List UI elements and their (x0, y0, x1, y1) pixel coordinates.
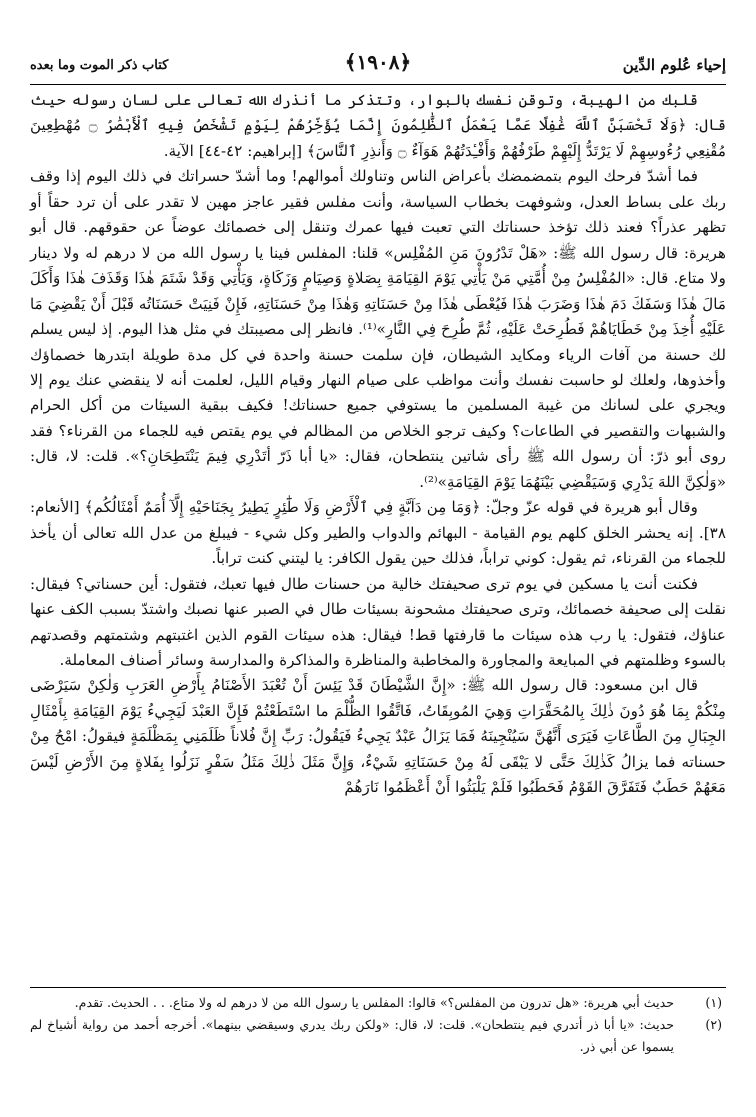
page-number: ﴿١٩٠٨﴾ (344, 50, 412, 74)
book-title: إحياء عُلوم الدِّين (622, 56, 726, 74)
page-header (30, 46, 726, 84)
footnote (30, 992, 726, 1014)
paragraph: قال ابن مسعود: قال رسول الله ﷺ: «إِنَّ الشَّيْطَانَ قَدْ يَئِسَ أَنْ تُعْبَدَ الأَصْنَامُ بِأَرْضِ العَرَبِ وَلٰكِنْ سَيَرْضَى مِنْكُمْ بِمَا هُوَ دُونَ ذٰلِكَ بِالمُحَقَّرَاتِ وَهِيَ المُوبِقَاتُ، فَاتَّقُوا الظُّلْمَ ما اسْتَطَعْتُمْ فَإِنَّ العَبْدَ لَيَجِيءُ يَوْمَ القِيَامَةِ بِأَمْثَالِ الجِبَالِ مِنَ الطَّاعَاتِ فَيَرَى أَنَّهُنَّ سَيُنْجِينَهُ فَمَا يَزَالُ عَبْدٌ يَجِيءُ فَيَقُولُ: رَبِّ إِنَّ فُلاناً ظَلَمَنِي بِمَظْلَمَةٍ فيقولُ: امْحُ مِنْ حسناته فما يزالُ كَذٰلِكَ حَتَّى لا يَبْقَى لَهُ مِنْ حَسَنَاتِهِ شَيْءٌ، وَإِنَّ مَثَلَ ذٰلِكَ مَثَلُ سَفْرٍ نَزَلُوا بِفَلاةٍ مِنَ الأَرْضِ لَيْسَ مَعَهُمْ حَطَبٌ فَتَفَرَّقَ القَوْمُ فَحَطَبُوا فَلَمْ يَلْبَثُوا أَنْ أَعْظَمُوا نَارَهُمْ (30, 676, 726, 797)
header-rule (30, 84, 726, 85)
paragraph: قلبك من الهيبة، وتوقن نفسك بالبوار، وتتذكر ما أنذرك الله تعالى على لسان رسوله حيث قال: ﴿وَلَا تَحْسَبَنَّ ٱللَّهَ غَٰفِلًا عَمَّا يَعْمَلُ ٱلظَّٰلِمُونَ إِنَّمَا يُؤَخِّرُهُمْ لِيَوْمٍ تَشْخَصُ فِيهِ ٱلْأَبْصَٰرُ ۝ مُهْطِعِينَ مُقْنِعِي رُءُوسِهِمْ لَا يَرْتَدُّ إِلَيْهِمْ طَرْفُهُمْ وَأَفْـِٔدَتُهُمْ هَوَآءٌ ۝ وَأَنذِرِ ٱلنَّاسَ﴾ [إبراهيم: ٤٢-٤٤] الآية. (30, 91, 726, 160)
footnote-number: (٢) (705, 1017, 722, 1032)
footnote-separator (30, 987, 726, 988)
paragraph: فكنت أنت يا مسكين في يوم ترى صحيفتك خالية من حسنات طال فيها تعبك، فتقول: أين حسناتي؟ فيقال: نقلت إلى صحيفة خصمائك، وترى صحيفتك مشحونة بسيئات طال في الصبر عنها نصبك واشتدّ بسبب الكف عنها عناؤك، فتقول: يا رب هذه سيئات ما قارفتها قط! فيقال: هذه سيئات القوم الذين اغتبتهم وشتمتهم وقصدتهم بالسوء وظلمتهم في المبايعة والمجاورة والمخاطبة والمناظرة والمذاكرة والمدارسة وسائر أصناف المعاملة. (30, 574, 726, 669)
footnotes (30, 992, 726, 1058)
footnote-number: (١) (705, 995, 722, 1010)
paragraph: فما أشدّ فرحك اليوم بتمضمضك بأعراض الناس وتناولك أموالهم! وما أشدّ حسراتك في ذلك اليوم إذا وقف ربك على بساط العدل، وشوفهت بخطاب السياسة، وأنت مفلس فقير عاجز مهين لا تقدر على أن ترد حقاً أو تظهر عذراً؟ فعند ذلك تؤخذ حسناتك التي تعبت فيها عمرك وتنقل إلى خصمائك عوضاً عن حقوقهم. قال أبو هريرة: قال رسول الله ﷺ: «هَلْ تَدْرُونَ مَنِ المُفْلِس» قلنا: المفلس فينا يا رسول الله من لا درهم له ولا دينار ولا متاع. قال: «المُفْلِسُ مِنْ أُمَّتِي مَنْ يَأْتِي يَوْمَ القِيَامَةِ بِصَلاةٍ وَصِيَامٍ وَزَكَاةٍ، وَيَأْتِي وَقَدْ شَتَمَ هٰذَا وَقَذَفَ هٰذَا وَأَكَلَ مَالَ هٰذَا وَسَفَكَ دَمَ هٰذَا وَضَرَبَ هٰذَا فَيُعْطَى هٰذَا مِنْ حَسَنَاتِهِ وَهٰذَا مِنْ حَسَنَاتِهِ، فَإِنْ فَنِيَتْ حَسَنَاتُه قَبْلَ أَنْ يَقْضِيَ مَا عَلَيْهِ أُخِذَ مِنْ خَطَايَاهُمْ فَطُرِحَتْ عَلَيْهِ، ثُمَّ طُرِحَ فِي النَّارِ»⁽¹⁾. فانظر إلى مصيبتك في مثل هذا اليوم. إذ ليس يسلم لك حسنة من آفات الرياء ومكايد الشيطان، فإن سلمت حسنة واحدة في كل مدة طويلة ابتدرها خصماؤك وأخذوها، ولعلك لو حاسبت نفسك وأنت مواظب على صيام النهار وقيام الليل، لعلمت أنه لا ينقضي عنك يوم إلا ويجري على لسانك من غيبة المسلمين ما يستوفي جميع حسناتك! فكيف ببقية السيئات من أكل الحرام والشبهات والتقصير في الطاعات؟ وكيف ترجو الخلاص من المظالم في يوم يقتص فيه للجماء من القرناء؟ فقد روى أبو ذرّ: أن رسول الله ﷺ رأى شاتين ينتطحان، فقال: «يا أبا ذَرّ أتَدْرِي فِيمَ يَنْتَطِحَانِ؟». قلت: لا، قال: «وَلٰكِنَّ اللهَ يَدْرِي وَسَيَقْضِي بَيْنَهُمَا يَوْمَ القِيَامَةِ»⁽²⁾. (30, 167, 726, 491)
footnote-text: حديث: «يا أبا ذر أتدري فيم ينتطحان». قلت: لا، قال: «ولكن ربك يدري وسيقضي بينهما». أخرجه أحمد من رواية أشياخ لم يسموا عن أبي ذر. (30, 1017, 674, 1054)
main-text (30, 88, 726, 801)
footnote (30, 1014, 726, 1058)
footnote-text: حديث أبي هريرة: «هل تدرون من المفلس؟» قالوا: المفلس يا رسول الله من لا درهم له ولا متاع. . . الحديث. تقدم. (74, 995, 674, 1010)
chapter-title: كتاب ذكر الموت وما بعده (30, 58, 169, 73)
paragraph: وقال أبو هريرة في قوله عزّ وجلّ: ﴿وَمَا مِن دَآبَّةٍ فِي ٱلْأَرْضِ وَلَا طَٰٓئِرٍ يَطِيرُ بِجَنَاحَيْهِ إِلَّآ أُمَمٌ أَمْثَالُكُم﴾ [الأنعام: ٣٨]. إنه يحشر الخلق كلهم يوم القيامة - البهائم والدواب والطير وكل شيء - فيبلغ من عدل الله تعالى أن يأخذ للجماء من القرناء، ثم يقول: كوني تراباً، فذلك حين يقول الكافر: يا ليتني كنت تراباً. (30, 498, 726, 568)
